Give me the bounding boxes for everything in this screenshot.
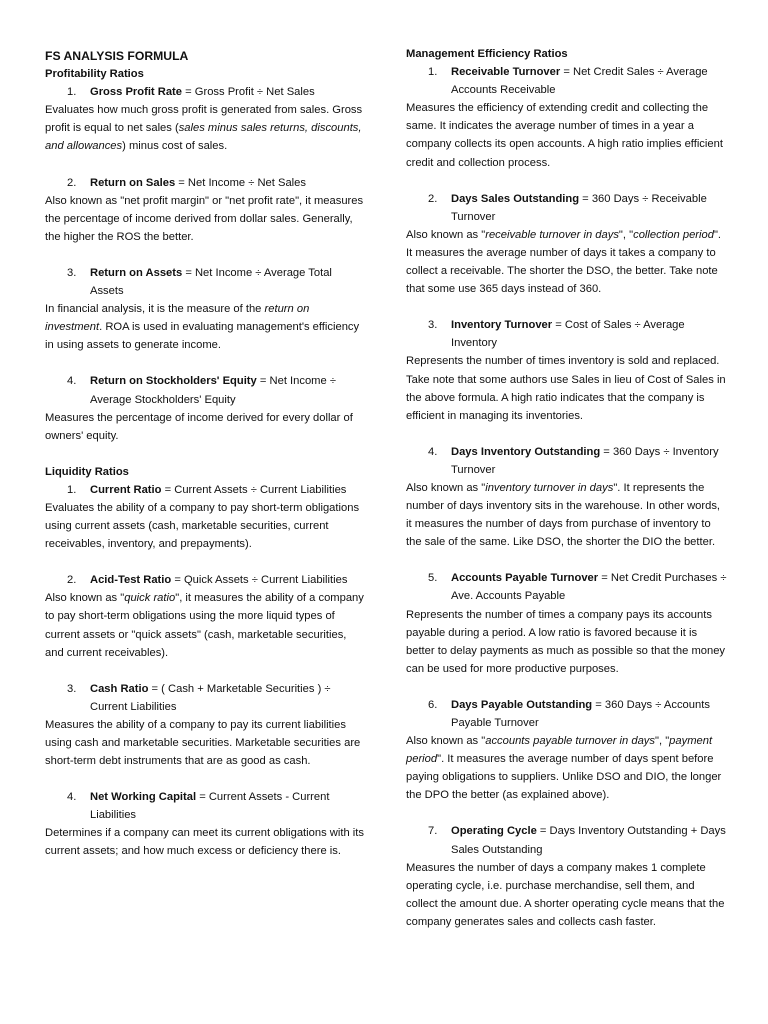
list-number: 3. [67, 266, 77, 279]
ratio-heading [45, 788, 365, 824]
ratio-heading [45, 372, 365, 408]
ratio-formula: = Current Assets - Current Liabilities [90, 791, 330, 822]
ratio-name: Days Inventory Outstanding [451, 445, 601, 458]
ratio-description [406, 479, 728, 551]
description-text: Also known as " [406, 228, 486, 241]
ratio-formula: = Net Income ÷ Net Sales [175, 176, 306, 189]
ratio-heading [45, 174, 365, 192]
ratio-name: Net Working Capital [90, 791, 197, 804]
list-number: 4. [67, 791, 77, 804]
ratio-description [406, 606, 728, 678]
ratio-heading [45, 83, 365, 101]
ratio-formula: = 360 Days ÷ Inventory Turnover [451, 445, 719, 476]
ratio-description [406, 732, 728, 804]
list-number: 1. [67, 86, 77, 99]
ratio-item [406, 569, 728, 678]
ratio-item [45, 83, 365, 155]
section-heading-liquidity: Liquidity Ratios [45, 465, 129, 478]
description-text: Measures the efficiency of extending credit and collecting the same. It indicates the average number of times in a year a company collects its open accounts. A high ratio implies efficient credit and collection process. [406, 102, 723, 169]
ratio-description [45, 192, 365, 246]
ratio-heading [406, 443, 728, 479]
ratio-name: Return on Sales [90, 176, 176, 189]
list-number: 4. [67, 375, 77, 388]
ratio-heading [45, 571, 365, 589]
right-column [406, 45, 728, 949]
ratio-description [406, 99, 728, 171]
ratio-description [45, 409, 365, 445]
ratio-formula: = Net Credit Purchases ÷ Ave. Accounts Payable [451, 572, 727, 603]
ratio-formula: = Current Assets ÷ Current Liabilities [161, 483, 347, 496]
left-column [45, 47, 365, 879]
list-number: 7. [428, 825, 438, 838]
ratio-item [406, 316, 728, 425]
description-text: Also known as " [406, 735, 486, 748]
list-number: 6. [428, 698, 438, 711]
ratio-item [45, 264, 365, 354]
ratio-description [45, 300, 365, 354]
ratio-item [45, 481, 365, 553]
ratio-description [406, 859, 728, 931]
ratio-description [406, 226, 728, 298]
ratio-heading [406, 316, 728, 352]
emphasized-text: quick ratio [124, 592, 176, 605]
description-text: Determines if a company can meet its current obligations with its current assets; and how much excess or deficiency there is. [45, 827, 364, 858]
ratio-formula: = Net Income ÷ Average Total Assets [90, 266, 332, 298]
emphasized-text: receivable turnover in days [485, 228, 619, 241]
liquidity-section [45, 463, 365, 861]
ratio-item [406, 63, 728, 172]
profitability-section [45, 65, 365, 445]
list-number: 1. [428, 66, 438, 79]
ratio-description [45, 499, 365, 553]
list-number: 2. [428, 192, 438, 205]
ratio-name: Days Payable Outstanding [451, 698, 593, 711]
description-text: Measures the number of days a company makes 1 complete operating cycle, i.e. purchase merchandise, sell them, and collect the amount due. A shorter operating cycle means that the company generates sales and collects cash faster. [406, 861, 725, 928]
ratio-formula: = 360 Days ÷ Receivable Turnover [451, 192, 707, 223]
description-text: . ROA is used in evaluating management's efficiency in using assets to generate income. [45, 321, 360, 352]
ratio-name: Return on Assets [90, 266, 183, 279]
document-title: FS ANALYSIS FORMULA [45, 49, 189, 63]
section-heading-management: Management Efficiency Ratios [406, 48, 568, 60]
ratio-description [45, 716, 365, 770]
management-section [406, 45, 728, 931]
description-text: Evaluates how much gross profit is generated from sales. Gross profit is equal to net sales ( [45, 104, 363, 135]
emphasized-text: inventory turnover in days [485, 481, 614, 494]
ratio-name: Gross Profit Rate [90, 86, 183, 99]
description-text: ) minus cost of sales. [122, 140, 228, 153]
liquidity-items [45, 481, 365, 861]
list-number: 2. [67, 574, 77, 587]
list-number: 3. [67, 682, 77, 695]
ratio-description [45, 589, 365, 661]
description-text: Also known as " [406, 481, 486, 494]
emphasized-text: return on investment [45, 303, 310, 334]
ratio-name: Days Sales Outstanding [451, 192, 580, 205]
ratio-formula: = Days Inventory Outstanding + Days Sales Outstanding [451, 825, 726, 856]
ratio-item [406, 443, 728, 552]
list-number: 1. [67, 483, 77, 496]
ratio-heading [406, 569, 728, 605]
ratio-item [45, 571, 365, 661]
section-heading-profitability: Profitability Ratios [45, 68, 144, 81]
ratio-formula: = Net Income ÷ Average Stockholders' Equity [90, 375, 336, 406]
ratio-name: Inventory Turnover [451, 319, 553, 332]
ratio-item [45, 680, 365, 770]
ratio-item [45, 788, 365, 860]
ratio-name: Cash Ratio [90, 682, 149, 695]
description-text: ". It represents the number of days inventory sits in the warehouse. In other words, it measures the number of days from purchase of inventory to the sale of the same. Like DSO, the shorter the DIO the better. [406, 481, 721, 549]
emphasized-text: collection period [633, 228, 714, 241]
ratio-formula: = 360 Days ÷ Accounts Payable Turnover [451, 698, 710, 729]
ratio-description [406, 352, 728, 424]
description-text: ", it measures the ability of a company to pay short-term obligations using the more liquid types of current assets or "quick assets" (cash, marketable securities, and current receivables). [45, 592, 364, 659]
ratio-item [406, 822, 728, 931]
emphasized-text: payment period [406, 735, 713, 766]
ratio-item [45, 372, 365, 444]
ratio-name: Current Ratio [90, 483, 162, 496]
profitability-items [45, 83, 365, 445]
description-text: Measures the percentage of income derived for every dollar of owners' equity. [45, 411, 353, 442]
ratio-item [406, 696, 728, 805]
ratio-name: Acid-Test Ratio [90, 574, 172, 587]
ratio-formula: = Quick Assets ÷ Current Liabilities [171, 574, 348, 587]
management-items [406, 63, 728, 931]
description-text: Evaluates the ability of a company to pay short-term obligations using current assets (cash, marketable securities, current receivables, inventory, and prepayments). [45, 501, 360, 551]
description-text: ". It measures the average number of days it takes a company to collect a receivable. The shorter the DSO, the better. Take note that some use 365 days instead of 360. [406, 228, 722, 296]
list-number: 2. [67, 176, 77, 189]
description-text: ". It measures the average number of days spent before paying obligations to suppliers. Unlike DSO and DIO, the longer the DPO the better (as explained above). [406, 753, 722, 802]
ratio-formula: = Cost of Sales ÷ Average Inventory [451, 319, 685, 350]
ratio-description [45, 101, 365, 155]
description-text: Represents the number of times a company pays its accounts payable during a period. A low ratio is favored because it is better to delay payments as much as possible so that the money can be used for more productive purposes. [406, 608, 726, 675]
list-number: 4. [428, 445, 438, 458]
ratio-name: Receivable Turnover [451, 66, 561, 79]
ratio-formula: = ( Cash + Marketable Securities ) ÷ Current Liabilities [90, 682, 331, 713]
ratio-formula: = Net Credit Sales ÷ Average Accounts Receivable [451, 66, 708, 97]
description-text: In financial analysis, it is the measure of the [45, 303, 265, 316]
description-text: Also known as " [45, 592, 125, 605]
ratio-formula: = Gross Profit ÷ Net Sales [182, 86, 315, 99]
list-number: 5. [428, 572, 438, 585]
ratio-heading [406, 190, 728, 226]
ratio-item [45, 174, 365, 246]
description-text: ", " [655, 735, 670, 748]
ratio-heading [45, 680, 365, 716]
ratio-description [45, 824, 365, 860]
list-number: 3. [428, 319, 438, 332]
ratio-heading [406, 63, 728, 99]
description-text: ", " [618, 228, 634, 241]
ratio-heading [45, 481, 365, 499]
description-text: Represents the number of times inventory is sold and replaced. Take note that some authors use Sales in lieu of Cost of Sales in the above formula. A high ratio indicates that the company is efficient in managing its inventories. [406, 355, 726, 422]
ratio-name: Operating Cycle [451, 825, 537, 838]
description-text: Also known as "net profit margin" or "net profit rate", it measures the percentage of income derived from dollar sales. Generally, the higher the ROS the better. [45, 194, 364, 243]
description-text: Measures the ability of a company to pay its current liabilities using cash and marketable securities. Marketable securities are short-term debt instruments that are as good as cash. [45, 718, 361, 768]
ratio-name: Accounts Payable Turnover [451, 572, 599, 585]
ratio-heading [406, 822, 728, 858]
ratio-heading [45, 264, 365, 300]
emphasized-text: accounts payable turnover in days [485, 735, 655, 748]
ratio-heading [406, 696, 728, 732]
emphasized-text: sales minus sales returns, discounts, and allowances [45, 122, 362, 153]
ratio-name: Return on Stockholders' Equity [90, 375, 257, 388]
ratio-item [406, 190, 728, 299]
